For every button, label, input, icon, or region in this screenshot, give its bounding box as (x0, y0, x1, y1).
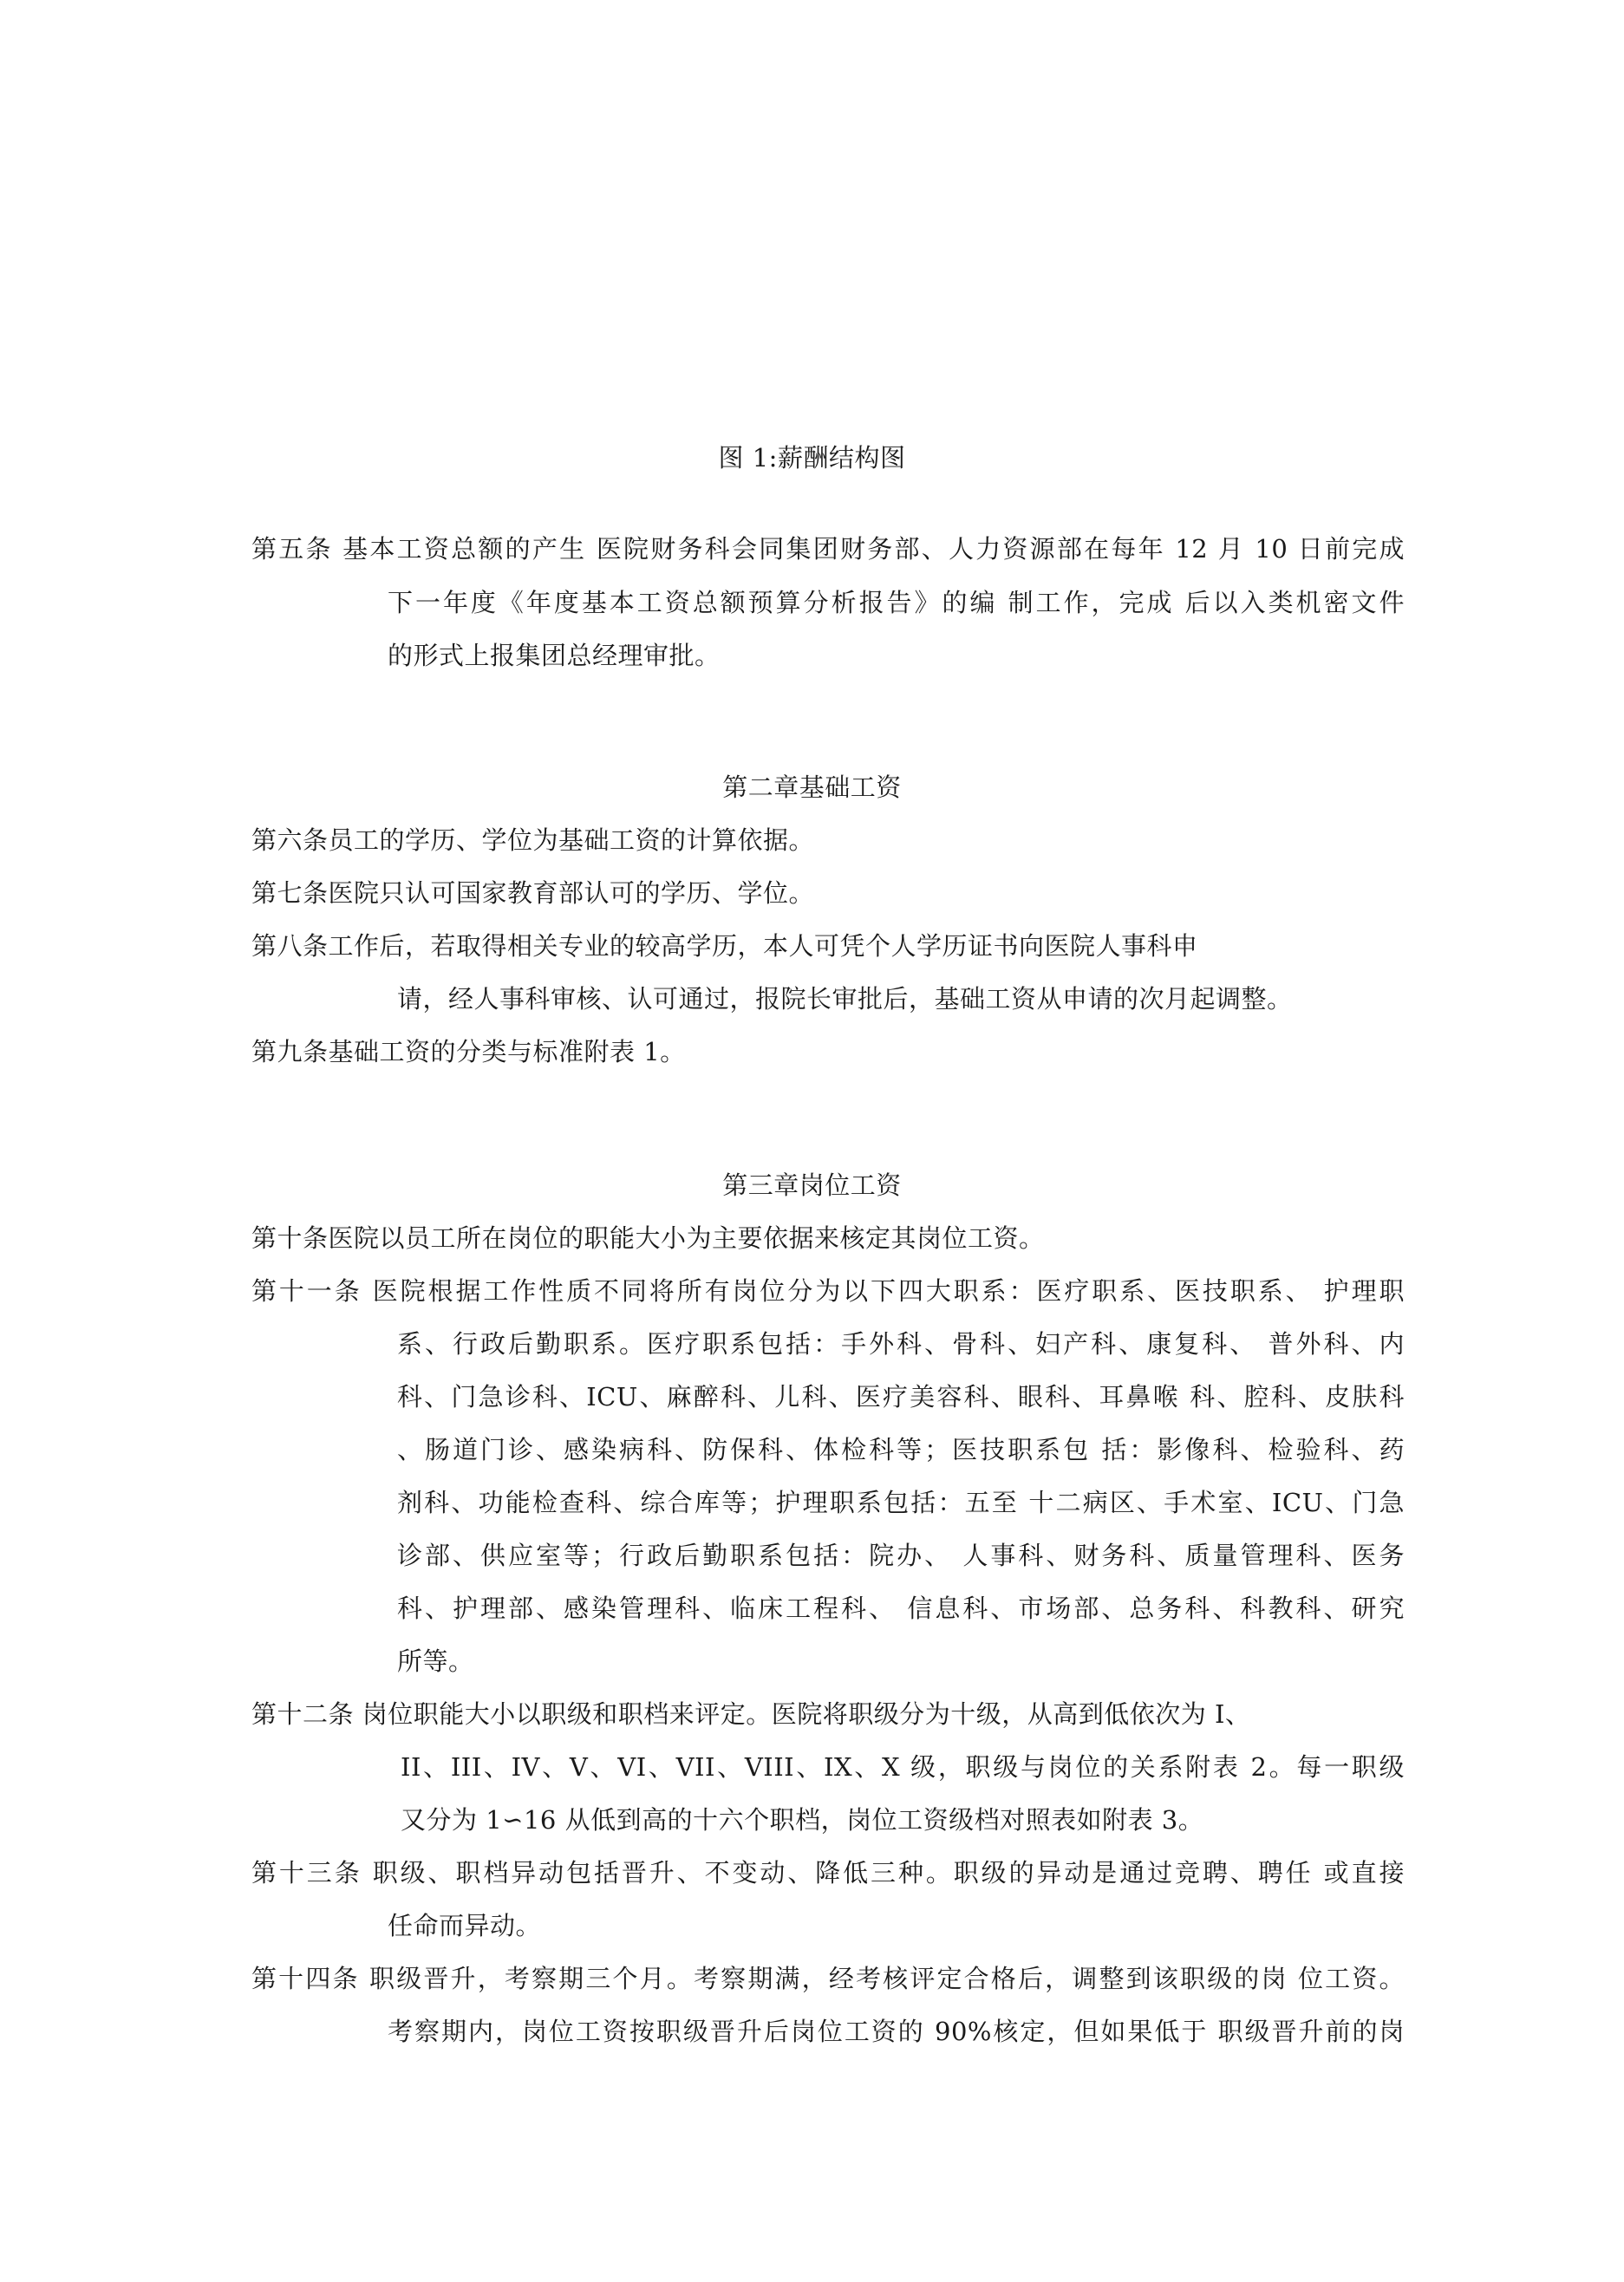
article-8-line-1: 第八条工作后，若取得相关专业的较高学历，本人可凭个人学历证书向医院人事科申 (251, 931, 1198, 961)
article-5-line-2: 下一年度《年度基本工资总额预算分析报告》的编 制工作，完成 后以入类机密文件 (388, 588, 1405, 617)
article-12-line-1: 第十二条 岗位职能大小以职级和职档来评定。医院将职级分为十级，从高到低依次为 I、 (251, 1699, 1251, 1729)
article-11-line-3: 科、门急诊科、ICU、麻醉科、儿科、医疗美容科、眼科、耳鼻喉 科、腔科、皮肤科 (397, 1382, 1405, 1412)
article-7: 第七条医院只认可国家教育部认可的学历、学位。 (251, 878, 815, 908)
chapter-3-title: 第三章岗位工资 (722, 1170, 902, 1200)
article-11-line-8: 所等。 (397, 1646, 474, 1676)
article-5-line-3: 的形式上报集团总经理审批。 (388, 641, 721, 670)
article-13-line-1: 第十三条 职级、职档异动包括晋升、不变动、降低三种。职级的异动是通过竞聘、聘任 或直接 (251, 1858, 1405, 1888)
article-12-line-3: 又分为 1∽16 从低到高的十六个职档，岗位工资级档对照表如附表 3。 (401, 1805, 1204, 1835)
article-11-line-7: 科、护理部、感染管理科、临床工程科、 信息科、市场部、总务科、科教科、研究 (397, 1594, 1405, 1623)
article-14-line-2: 考察期内，岗位工资按职级晋升后岗位工资的 90%核定，但如果低于 职级晋升前的岗 (388, 2017, 1405, 2046)
article-6: 第六条员工的学历、学位为基础工资的计算依据。 (251, 825, 815, 855)
article-11-line-4: 、肠道门诊、感染病科、防保科、体检科等；医技职系包 括：影像科、检验科、药 (397, 1435, 1405, 1464)
article-11-line-1: 第十一条 医院根据工作性质不同将所有岗位分为以下四大职系：医疗职系、医技职系、 护理职 (251, 1276, 1405, 1306)
article-5-line-1: 第五条 基本工资总额的产生 医院财务科会同集团财务部、人力资源部在每年 12 月 10 日前完成 (251, 534, 1405, 564)
article-8-line-2: 请，经人事科审核、认可通过，报院长审批后，基础工资从申请的次月起调整。 (397, 984, 1293, 1014)
article-10: 第十条医院以员工所在岗位的职能大小为主要依据来核定其岗位工资。 (251, 1223, 1045, 1253)
figure-caption: 图 1:薪酬结构图 (718, 443, 906, 473)
chapter-2-title: 第二章基础工资 (722, 773, 902, 802)
article-11-line-2: 系、行政后勤职系。医疗职系包括：手外科、骨科、妇产科、康复科、 普外科、内 (397, 1329, 1405, 1359)
article-12-line-2: II、III、IV、V、VI、VII、VIII、IX、X 级，职级与岗位的关系附表 2。每一职级 (401, 1752, 1405, 1782)
article-11-line-6: 诊部、供应室等；行政后勤职系包括：院办、 人事科、财务科、质量管理科、医务 (397, 1541, 1405, 1570)
article-11-line-5: 剂科、功能检查科、综合库等；护理职系包括：五至 十二病区、手术室、ICU、门急 (397, 1488, 1405, 1517)
article-13-line-2: 任命而异动。 (388, 1911, 542, 1940)
article-9: 第九条基础工资的分类与标准附表 1。 (251, 1037, 686, 1066)
article-14-line-1: 第十四条 职级晋升，考察期三个月。考察期满，经考核评定合格后，调整到该职级的岗 位工资。 (251, 1964, 1405, 1993)
